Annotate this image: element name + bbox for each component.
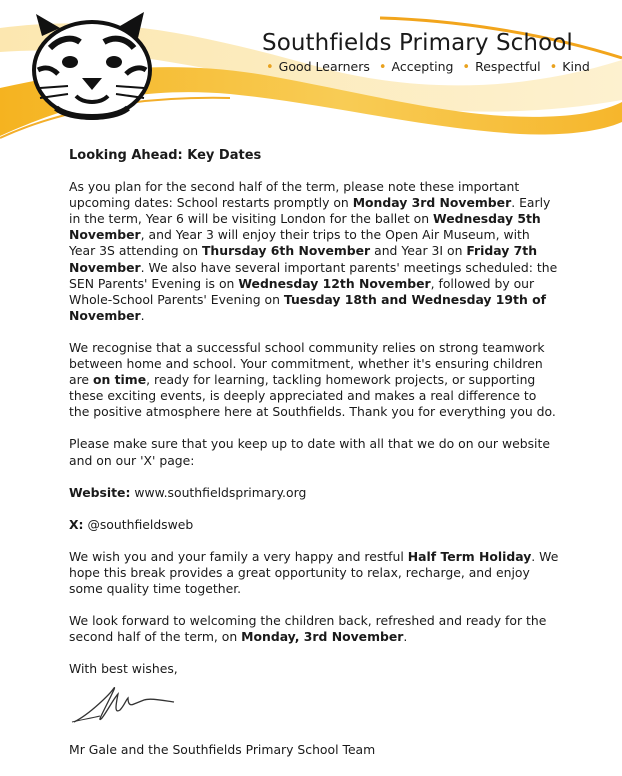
text-run: As you plan for the second half of the term, please note these important upcoming dates: School restarts promptly on (69, 179, 520, 211)
school-values (266, 59, 590, 75)
value-item: Accepting (391, 59, 454, 74)
letterhead (0, 0, 622, 150)
letter-body (69, 148, 559, 693)
date-emphasis: Monday, 3rd November (241, 629, 404, 645)
date-emphasis: Wednesday 12th November (238, 275, 431, 291)
value-item: Good Learners (278, 59, 370, 74)
date-emphasis: Friday 7th November (69, 243, 538, 275)
signature-image (70, 684, 190, 726)
text-run: We wish you and your family a very happy and restful (69, 548, 408, 564)
text-run: . (403, 629, 408, 645)
text-run: . We hope this break provides a great opportunity to relax, recharge, and enjoy some quality time together. (69, 548, 559, 596)
bullet-dot-icon: • (266, 60, 274, 75)
x-line (69, 517, 559, 533)
date-emphasis: Monday 3rd November (352, 195, 512, 211)
text-run: We look forward to welcoming the children back, refreshed and ready for the second half of the term, on (69, 613, 547, 645)
wave-banner (0, 0, 622, 150)
key-dates-paragraph (69, 179, 559, 324)
thanks-paragraph (69, 340, 559, 420)
bullet-dot-icon: • (462, 60, 471, 75)
text-run: . (140, 307, 145, 323)
holiday-paragraph (69, 549, 559, 597)
date-emphasis: Thursday 6th November (201, 243, 371, 259)
emphasis: on time (92, 372, 147, 388)
value-item: Kind (562, 59, 590, 74)
school-name: Southfields Primary School (262, 30, 573, 56)
emphasis: Half Term Holiday (407, 548, 532, 564)
website-link[interactable]: www.southfieldsprimary.org (130, 484, 307, 500)
closing: With best wishes, (69, 661, 178, 677)
stay-updated-paragraph: Please make sure that you keep up to date with all that we do on our website and on our 'X' page: (69, 436, 550, 468)
date-emphasis: Wednesday 5th November (69, 211, 541, 243)
text-run: . We also have several important parents' meetings scheduled: the SEN Parents' Evening is on (69, 259, 558, 291)
x-label: X: (69, 516, 84, 532)
text-run: and Year 3I on (370, 243, 467, 259)
bullet-dot-icon: • (549, 60, 558, 75)
signoff: Mr Gale and the Southfields Primary School Team (69, 742, 376, 757)
letter-heading: Looking Ahead: Key Dates (69, 148, 262, 163)
date-emphasis: Tuesday 18th and Wednesday 19th of November (69, 291, 547, 323)
text-run: . Early in the term, Year 6 will be visiting London for the ballet on (69, 195, 551, 227)
x-handle-link[interactable]: @southfieldsweb (83, 516, 194, 532)
text-run: We recognise that a successful school community relies on strong teamwork between home and school. Your commitment, whether it's ensuring children are (69, 339, 545, 388)
website-line (69, 485, 559, 501)
value-item: Respectful (475, 59, 541, 74)
text-run: , ready for learning, tackling homework projects, or supporting these exciting events, is deeply appreciated and makes a real difference to the positive atmosphere here at Southfields. Thank you for everything you do. (69, 372, 556, 420)
return-paragraph (69, 613, 559, 645)
tiger-mascot-icon (34, 12, 150, 118)
website-label: Website: (69, 484, 131, 500)
bullet-dot-icon: • (378, 60, 387, 75)
text-run: , followed by our Whole-School Parents' Evening on (69, 275, 535, 307)
text-run: , and Year 3 will enjoy their trips to the Open Air Museum, with Year 3S attending on (69, 227, 530, 259)
